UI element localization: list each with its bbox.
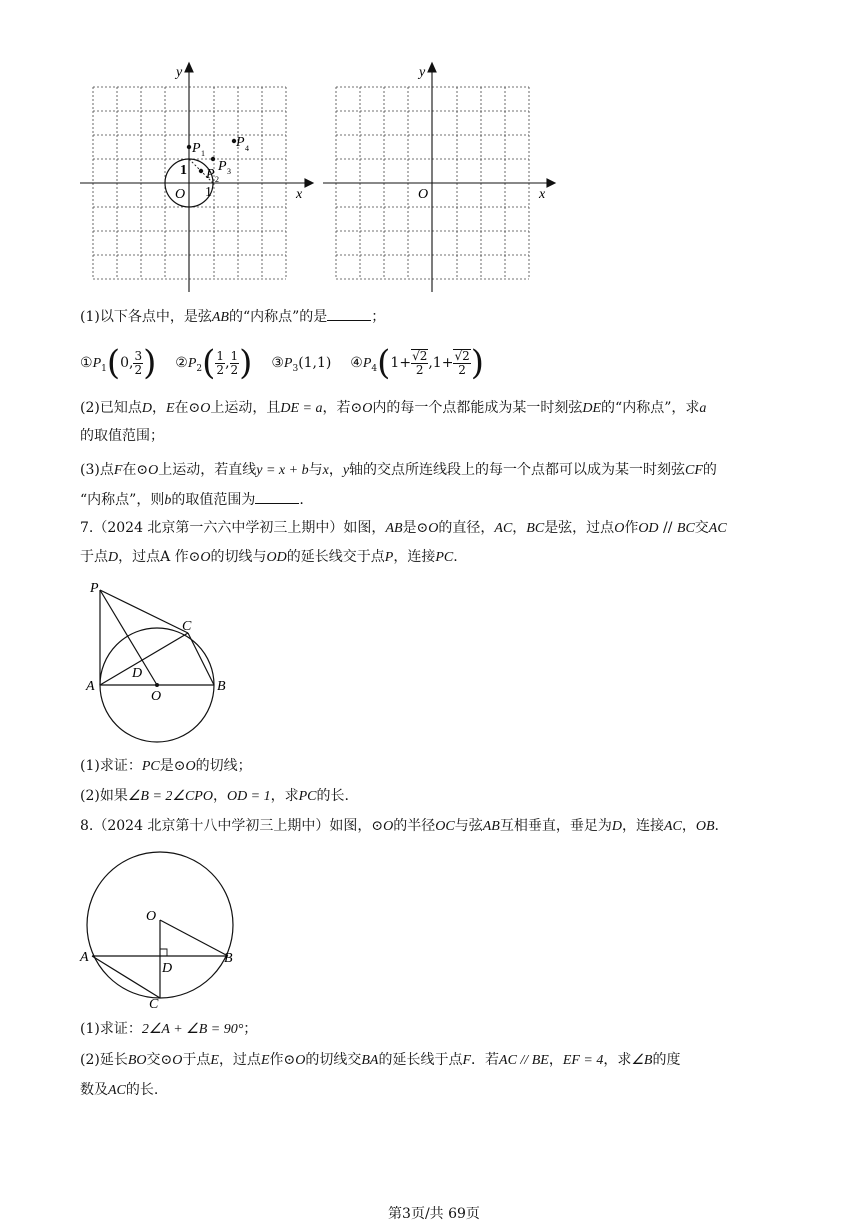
q8-subq2-line2: 数及AC的长. <box>80 1082 159 1098</box>
left-origin-label: O <box>175 187 186 202</box>
q7-chord-bc <box>188 633 214 685</box>
right-y-label: y <box>419 65 426 80</box>
q8-geometry-figure <box>78 845 248 1015</box>
point-p1 <box>187 145 191 149</box>
point-p2 <box>199 169 203 173</box>
right-axes <box>323 63 555 292</box>
q8-segment-ac <box>92 956 160 998</box>
q8-right-angle-mark <box>160 949 167 956</box>
label-p2: P <box>206 167 215 182</box>
q8-label-c: C <box>149 997 159 1012</box>
q8-label-o: O <box>146 909 157 924</box>
q7-label-d: D <box>132 666 143 681</box>
q8-label-d: D <box>162 961 173 976</box>
q8-label-a: A <box>80 950 89 965</box>
q8-label-b: B <box>224 951 233 966</box>
q8-stem: 8.（2024 北京第十八中学初三上期中）如图，⊙O的半径OC与弦AB互相垂直，垂足为D，连接AC，OB. <box>80 818 719 834</box>
q7-label-p: P <box>90 581 99 596</box>
q8-subq2-line1: (2)延长BO交⊙O于点E，过点E作⊙O的切线交BA的延长线于点F．若AC // BE，EF = 4，求∠B的度 <box>80 1052 681 1068</box>
q7-stem-line1: 7.（2024 北京第一六六中学初三上期中）如图，AB是⊙O的直径，AC，BC是弦，过点O作OD // BC交AC <box>80 520 727 536</box>
q6-part2-line1: (2)已知点D，E在⊙O上运动，且DE = a，若⊙O内的每一个点都能成为某一时刻弦DE的“内称点”，求a <box>80 400 707 416</box>
q7-label-b: B <box>217 679 226 694</box>
q6-part3-line2: “内称点”，则b的取值范围为 . <box>80 489 304 511</box>
q7-center-dot <box>155 683 159 687</box>
label-p4-sub: 4 <box>245 144 249 153</box>
answer-blank <box>255 489 299 504</box>
q7-geometry-figure <box>80 578 240 748</box>
q6-options: $①P_1(0$, $\frac{3}{2}$ ) $②P_2$( $\frac{1}{2}$ , $\frac{1}{2}$ ) $③P_3(1,1)$ $④P_4(1+$ $\frac{√2}{2}$ ,1+ $\frac{√2}{2}$ ) <box>80 343 484 383</box>
mark-one-x: 1 <box>205 185 212 200</box>
right-origin-label: O <box>418 187 429 202</box>
q6-part3-line1: (3)点F在⊙O上运动，若直线y = x + b与x，y轴的交点所连线段上的每一个点都可以成为某一时刻弦CF的 <box>80 462 717 478</box>
q7-chord-ac <box>100 633 188 685</box>
q7-subq1: (1)求证：PC是⊙O的切线； <box>80 758 252 774</box>
label-p1: P <box>192 141 201 156</box>
q6-part2-line2: 的取值范围； <box>80 428 164 444</box>
mark-one-y: 1 <box>180 163 187 178</box>
q6-part1: (1)以下各点中，是弦AB的“内称点”的是 ； <box>80 306 385 328</box>
q8-subq1: (1)求证：2∠A + ∠B = 90°； <box>80 1021 258 1037</box>
label-p3-sub: 3 <box>227 167 231 176</box>
q7-stem-line2: 于点D，过点A 作⊙O的切线与OD的延长线交于点P，连接PC. <box>80 549 458 565</box>
q7-subq2: (2)如果∠B = 2∠CPO，OD = 1，求PC的长. <box>80 788 349 804</box>
answer-blank <box>327 306 371 321</box>
label-p2-sub: 2 <box>215 175 219 184</box>
q7-label-a: A <box>86 679 95 694</box>
label-p3: P <box>218 159 227 174</box>
label-p1-sub: 1 <box>201 149 205 158</box>
right-x-label: x <box>539 187 546 202</box>
page-footer: 第3页/共 69页 <box>388 1206 480 1222</box>
q8-segment-ob <box>160 920 228 956</box>
left-axes <box>80 63 313 292</box>
q7-label-c: C <box>182 619 192 634</box>
left-y-label: y <box>176 65 183 80</box>
q7-label-o: O <box>151 689 162 704</box>
label-p4: P <box>236 135 245 150</box>
coordinate-grids-figure <box>75 60 565 300</box>
left-x-label: x <box>296 187 303 202</box>
point-p3 <box>211 157 215 161</box>
